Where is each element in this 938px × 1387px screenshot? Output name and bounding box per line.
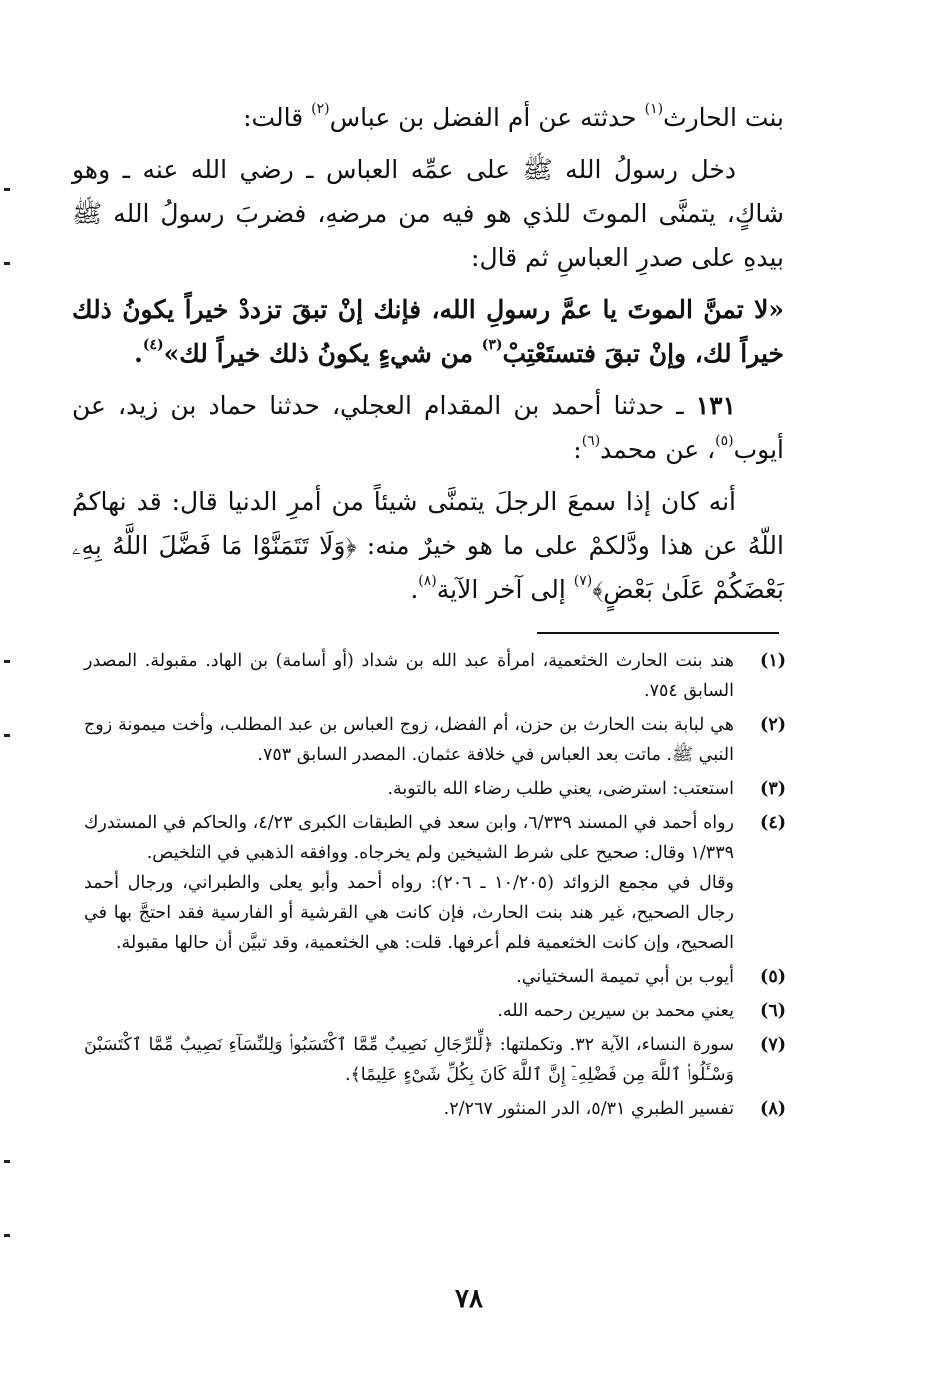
footnote-3 xyxy=(84,774,786,804)
footnote-number: (٣) xyxy=(760,779,786,799)
scan-mark xyxy=(4,262,10,265)
opening-paragraph xyxy=(72,96,784,140)
footnote-ref-3[interactable]: (٣) xyxy=(481,336,503,353)
footnote-5 xyxy=(84,962,786,992)
footnote-4 xyxy=(84,808,786,958)
text-span: بنت الحارث xyxy=(663,103,784,132)
text-span: : xyxy=(573,435,582,464)
text-span: ، عن محمد xyxy=(600,435,716,464)
text-span: حدثته عن أم الفضل بن عباس xyxy=(329,103,645,132)
footnote-ref-4[interactable]: (٤) xyxy=(142,336,164,353)
footnote-text: هند بنت الحارث الخثعمية، امرأة عبد الله بن شداد (أو أسامة) بن الهاد. مقبولة. المصدر السابق ٧٥٤. xyxy=(84,651,734,701)
footnote-ref-7[interactable]: (٧) xyxy=(573,572,593,589)
footnote-ref-2[interactable]: (٢) xyxy=(311,100,330,117)
scan-mark xyxy=(4,188,10,191)
text-span: ـ حدثنا أحمد بن المقدام العجلي، حدثنا حماد بن زيد، عن أيوب xyxy=(72,391,784,464)
footnote-text: تفسير الطبري ٥/٣١، الدر المنثور ٢/٢٦٧. xyxy=(443,1099,734,1119)
scan-mark xyxy=(4,660,10,663)
footnote-number: (٨) xyxy=(760,1099,786,1119)
text-span: أنه كان إذا سمعَ الرجلَ يتمنَّى شيئاً من أمرِ الدنيا قال: قد نهاكمُ اللّهُ عن هذا ودَّلكمْ على ما هو خيرٌ منه: ﴿وَلَا تَتَمَنَّوْا مَا فَضَّلَ اللَّهُ بِهِۦ بَعْضَكُمْ عَلَىٰ بَعْضٍ﴾ xyxy=(72,487,784,604)
main-text xyxy=(72,96,784,620)
footnote-text: استعتب: استرضى، يعني طلب رضاء الله بالتوبة. xyxy=(387,779,734,799)
footnote-text: يعني محمد بن سيرين رحمه الله. xyxy=(497,1001,734,1021)
page-number: ٧٨ xyxy=(455,1284,483,1314)
footnote-number: (٤) xyxy=(760,813,786,833)
scan-mark xyxy=(4,734,10,737)
footnote-8 xyxy=(84,1094,786,1124)
footnote-7 xyxy=(84,1030,786,1090)
text-span: . xyxy=(134,339,143,368)
footnote-ref-5[interactable]: (٥) xyxy=(715,432,734,449)
footnote-ref-8[interactable]: (٨) xyxy=(418,572,437,589)
text-span: . xyxy=(410,575,419,604)
footnote-ref-6[interactable]: (٦) xyxy=(581,432,601,449)
footnote-text: رواه أحمد في المسند ٦/٣٣٩، وابن سعد في الطبقات الكبرى ٤/٢٣، والحاكم في المستدرك ١/٣٣٩ وقال: صحيح على شرط الشيخين ولم يخرجاه. ووافقه الذهبي في التلخيص. xyxy=(84,813,734,863)
scan-mark xyxy=(4,1234,10,1237)
footnote-number: (٢) xyxy=(760,715,786,735)
text-span: «لا تمنَّ الموتَ يا عمَّ رسولِ الله، فإنك إنْ تبقَ تزددْ خيراً يكونُ ذلك خيراً لك، وإنْ تبقَ فتستَعْتِبْ xyxy=(72,295,784,368)
footnote-number: (٧) xyxy=(760,1035,786,1055)
text-span: قالت: xyxy=(243,103,312,132)
hadith-number: ١٣١ xyxy=(695,391,736,420)
footnote-2 xyxy=(84,710,786,770)
hadith-131-isnad xyxy=(72,384,784,472)
footnote-6 xyxy=(84,996,786,1026)
footnotes xyxy=(84,646,786,1128)
hadith-quote xyxy=(72,288,784,376)
narration-paragraph: دخل رسولُ الله ﷺ على عمِّه العباس ـ رضي الله عنه ـ وهو شاكٍ، يتمنَّى الموتَ للذي هو فيه من مرضهِ، فضربَ رسولُ الله ﷺ بيدهِ على صدرِ العباسِ ثم قال: xyxy=(72,155,784,272)
footnote-ref-1[interactable]: (١) xyxy=(644,100,664,117)
footnote-number: (٥) xyxy=(760,967,786,987)
footnote-number: (١) xyxy=(760,651,786,671)
footnote-number: (٦) xyxy=(760,1001,786,1021)
footnote-text: أيوب بن أبي تميمة السختياني. xyxy=(516,967,734,987)
hadith-131-matn xyxy=(72,480,784,612)
scan-mark xyxy=(4,1160,10,1163)
text-span: إلى آخر الآية xyxy=(436,575,574,604)
footnote-text: وقال في مجمع الزوائد (١٠/٢٠٥ ـ ٢٠٦): رواه أحمد وأبو يعلى والطبراني، ورجال أحمد رجال الصحيح، غير هند بنت الحارث، فإن كانت هي القرشية أو الفارسية فقد احتجَّ بها في الصحيح، وإن كانت الخثعمية فلم أعرفها. قلت: هي الخثعمية، وقد تبيَّن أن حالها مقبولة. xyxy=(84,873,734,953)
footnote-1 xyxy=(84,646,786,706)
footnote-separator xyxy=(537,632,779,634)
text-span: من شيءٍ يكونُ ذلك خيراً لك» xyxy=(163,339,482,368)
footnote-text: سورة النساء، الآية ٣٢. وتكملتها: ﴿لِّلرِّجَالِ نَصِيبٌ مِّمَّا ٱكْتَسَبُوا۟ وَلِلنِّسَآءِ نَصِيبٌ مِّمَّا ٱكْتَسَبْنَ وَسْـَٔلُوا۟ ٱللَّهَ مِن فَضْلِهِۦٓ إِنَّ ٱللَّهَ كَانَ بِكُلِّ شَىْءٍ عَلِيمًا﴾. xyxy=(84,1035,734,1085)
footnote-text: هي لبابة بنت الحارث بن حزن، أم الفضل، زوج العباس بن عبد المطلب، وأخت ميمونة زوج النبي ﷺ. ماتت بعد العباس في خلافة عثمان. المصدر السابق ٧٥٣. xyxy=(84,715,734,765)
